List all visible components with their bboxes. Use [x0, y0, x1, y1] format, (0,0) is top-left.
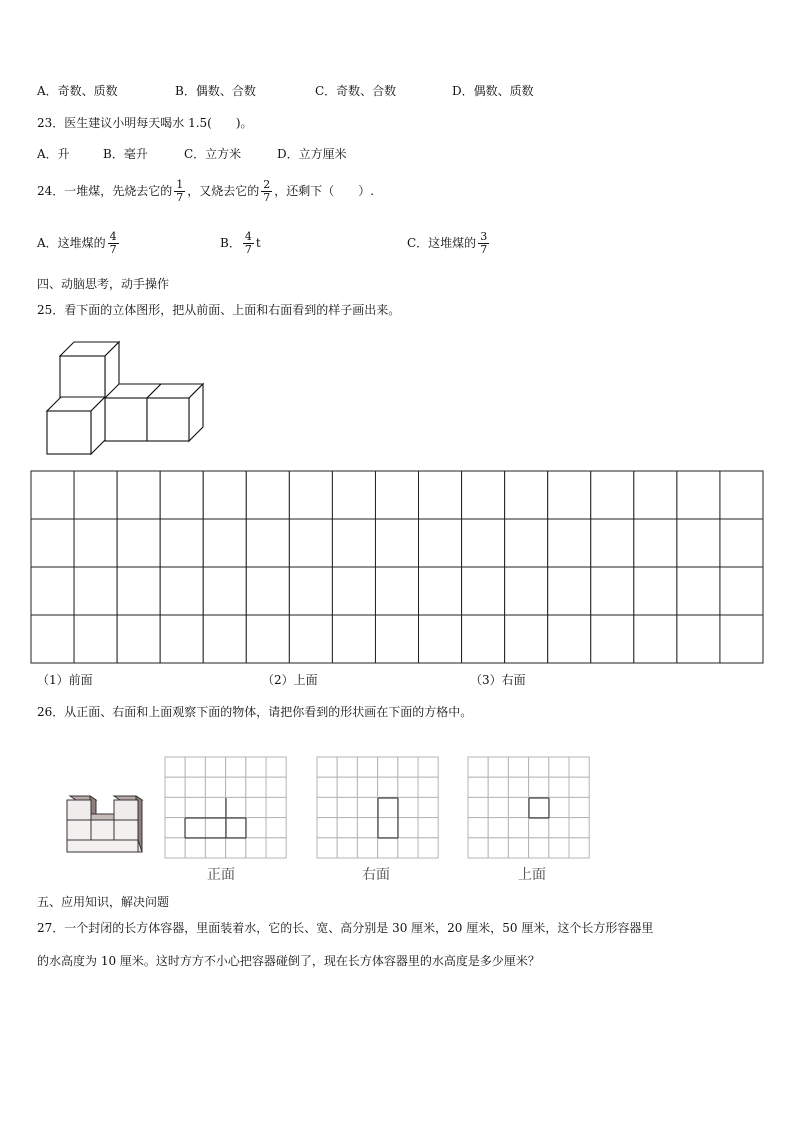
q23-stem: 23．医生建议小明每天喝水 1.5( )。: [37, 116, 253, 130]
grid-cell[interactable]: [488, 777, 508, 797]
grid-cell[interactable]: [488, 838, 508, 858]
q24-option-b-unit: t: [255, 236, 261, 250]
grid-cell[interactable]: [246, 757, 266, 777]
q23-option-d: D．立方厘米: [277, 147, 347, 161]
grid-cell[interactable]: [508, 777, 528, 797]
grid-cell[interactable]: [185, 777, 205, 797]
q26-label-right: 右面: [362, 867, 390, 883]
grid-cell[interactable]: [205, 757, 225, 777]
grid-cell[interactable]: [378, 818, 398, 838]
grid-cell[interactable]: [357, 777, 377, 797]
grid-cell[interactable]: [569, 797, 589, 817]
section-5-title: 五、应用知识，解决问题: [37, 895, 170, 909]
grid-cell[interactable]: [317, 818, 337, 838]
grid-cell[interactable]: [508, 757, 528, 777]
grid-cell[interactable]: [266, 838, 286, 858]
grid-cell[interactable]: [549, 797, 569, 817]
grid-cell[interactable]: [165, 797, 185, 817]
grid-cell[interactable]: [508, 838, 528, 858]
grid-cell[interactable]: [378, 757, 398, 777]
grid-cell[interactable]: [378, 797, 398, 817]
grid-cell[interactable]: [165, 838, 185, 858]
q24-stem-c: ，还剩下（ ）.: [274, 184, 375, 198]
grid-cell[interactable]: [569, 838, 589, 858]
grid-cell[interactable]: [226, 838, 246, 858]
fraction-denominator: 7: [244, 243, 252, 256]
grid-cell[interactable]: [488, 797, 508, 817]
grid-cell[interactable]: [529, 777, 549, 797]
q26-label-front: 正面: [207, 867, 235, 883]
q23-option-a: A．升: [37, 147, 70, 161]
grid-cell[interactable]: [468, 797, 488, 817]
grid-cell[interactable]: [418, 797, 438, 817]
grid-cell[interactable]: [205, 797, 225, 817]
grid-cell[interactable]: [549, 757, 569, 777]
grid-cell[interactable]: [508, 818, 528, 838]
section-4-title: 四、动脑思考，动手操作: [37, 277, 170, 291]
grid-cell[interactable]: [185, 797, 205, 817]
grid-cell[interactable]: [337, 818, 357, 838]
q27-line-1: 27．一个封闭的长方体容器，里面装着水，它的长、宽、高分别是 30 厘米，20 厘米，50 厘米，这个长方形容器里: [37, 921, 654, 935]
fraction-denominator: 7: [263, 191, 271, 204]
grid-cell[interactable]: [549, 777, 569, 797]
q25-caption-top: （2）上面: [262, 673, 318, 687]
grid-cell[interactable]: [569, 818, 589, 838]
grid-cell[interactable]: [205, 818, 225, 838]
fraction-numerator: 4: [109, 230, 117, 243]
grid-cell[interactable]: [488, 818, 508, 838]
q25-caption-right: （3）右面: [470, 673, 526, 687]
grid-cell[interactable]: [508, 797, 528, 817]
grid-cell[interactable]: [246, 777, 266, 797]
q25-caption-front: （1）前面: [37, 673, 93, 687]
grid-cell[interactable]: [226, 757, 246, 777]
grid-cell[interactable]: [337, 777, 357, 797]
q23-option-c: C．立方米: [184, 147, 242, 161]
grid-cell[interactable]: [378, 777, 398, 797]
grid-cell[interactable]: [357, 818, 377, 838]
grid-cell[interactable]: [398, 818, 418, 838]
grid-cell[interactable]: [317, 757, 337, 777]
grid-cell[interactable]: [418, 838, 438, 858]
grid-cell[interactable]: [226, 777, 246, 797]
fraction-denominator: 7: [176, 191, 184, 204]
grid-cell[interactable]: [529, 757, 549, 777]
q22-option-a: A．奇数、质数: [37, 84, 118, 98]
q27-line-2: 的水高度为 10 厘米。这时方方不小心把容器碰倒了，现在长方体容器里的水高度是多少厘米？: [37, 954, 540, 968]
grid-cell[interactable]: [549, 818, 569, 838]
q26-label-top: 上面: [518, 867, 546, 883]
grid-cell[interactable]: [529, 797, 549, 817]
grid-cell[interactable]: [337, 838, 357, 858]
grid-cell[interactable]: [357, 757, 377, 777]
grid-cell[interactable]: [185, 838, 205, 858]
grid-cell[interactable]: [226, 797, 246, 817]
grid-cell[interactable]: [468, 838, 488, 858]
grid-cell[interactable]: [468, 818, 488, 838]
grid-cell[interactable]: [165, 777, 185, 797]
q23-option-b: B．毫升: [103, 147, 148, 161]
grid-cell[interactable]: [165, 818, 185, 838]
grid-cell[interactable]: [569, 777, 589, 797]
q24-option-a-text: A．这堆煤的: [37, 236, 106, 250]
grid-cell[interactable]: [418, 757, 438, 777]
grid-cell[interactable]: [246, 797, 266, 817]
grid-cell[interactable]: [266, 818, 286, 838]
fraction-denominator: 7: [109, 243, 117, 256]
grid-cell[interactable]: [418, 818, 438, 838]
grid-cell[interactable]: [317, 797, 337, 817]
grid-cell[interactable]: [246, 838, 266, 858]
q24-option-c-text: C．这堆煤的: [407, 236, 477, 250]
fraction-numerator: 2: [263, 178, 271, 191]
fraction-numerator: 4: [244, 230, 252, 243]
q22-option-d: D．偶数、质数: [452, 84, 534, 98]
grid-cell[interactable]: [398, 797, 418, 817]
q22-option-b: B．偶数、合数: [175, 84, 256, 98]
grid-cell[interactable]: [468, 757, 488, 777]
grid-cell[interactable]: [468, 777, 488, 797]
grid-cell[interactable]: [205, 777, 225, 797]
grid-cell[interactable]: [398, 757, 418, 777]
grid-cell[interactable]: [165, 757, 185, 777]
grid-cell[interactable]: [418, 777, 438, 797]
grid-cell[interactable]: [529, 838, 549, 858]
q26-stem: 26．从正面、右面和上面观察下面的物体，请把你看到的形状画在下面的方格中。: [37, 705, 473, 719]
q22-option-c: C．奇数、合数: [315, 84, 397, 98]
q24-option-b-text: B．: [220, 236, 241, 250]
grid-cell[interactable]: [357, 797, 377, 817]
grid-cell[interactable]: [378, 838, 398, 858]
grid-cell[interactable]: [246, 818, 266, 838]
grid-cell[interactable]: [488, 757, 508, 777]
grid-cell[interactable]: [317, 777, 337, 797]
fraction-numerator: 3: [480, 230, 488, 243]
grid-cell[interactable]: [529, 818, 549, 838]
grid-cell[interactable]: [266, 777, 286, 797]
grid-cell[interactable]: [185, 757, 205, 777]
fraction-denominator: 7: [480, 243, 488, 256]
grid-cell[interactable]: [569, 757, 589, 777]
grid-cell[interactable]: [185, 818, 205, 838]
grid-cell[interactable]: [337, 797, 357, 817]
grid-cell[interactable]: [398, 777, 418, 797]
q24-stem-a: 24．一堆煤，先烧去它的: [37, 184, 173, 198]
grid-cell[interactable]: [549, 838, 569, 858]
fraction-numerator: 1: [176, 178, 184, 191]
grid-cell[interactable]: [205, 838, 225, 858]
grid-cell[interactable]: [226, 818, 246, 838]
grid-cell[interactable]: [317, 838, 337, 858]
grid-cell[interactable]: [266, 757, 286, 777]
grid-cell[interactable]: [266, 797, 286, 817]
q25-stem: 25．看下面的立体图形，把从前面、上面和右面看到的样子画出来。: [37, 303, 401, 317]
q24-stem-b: ，又烧去它的: [187, 184, 260, 198]
grid-cell[interactable]: [357, 838, 377, 858]
grid-cell[interactable]: [337, 757, 357, 777]
grid-cell[interactable]: [398, 838, 418, 858]
